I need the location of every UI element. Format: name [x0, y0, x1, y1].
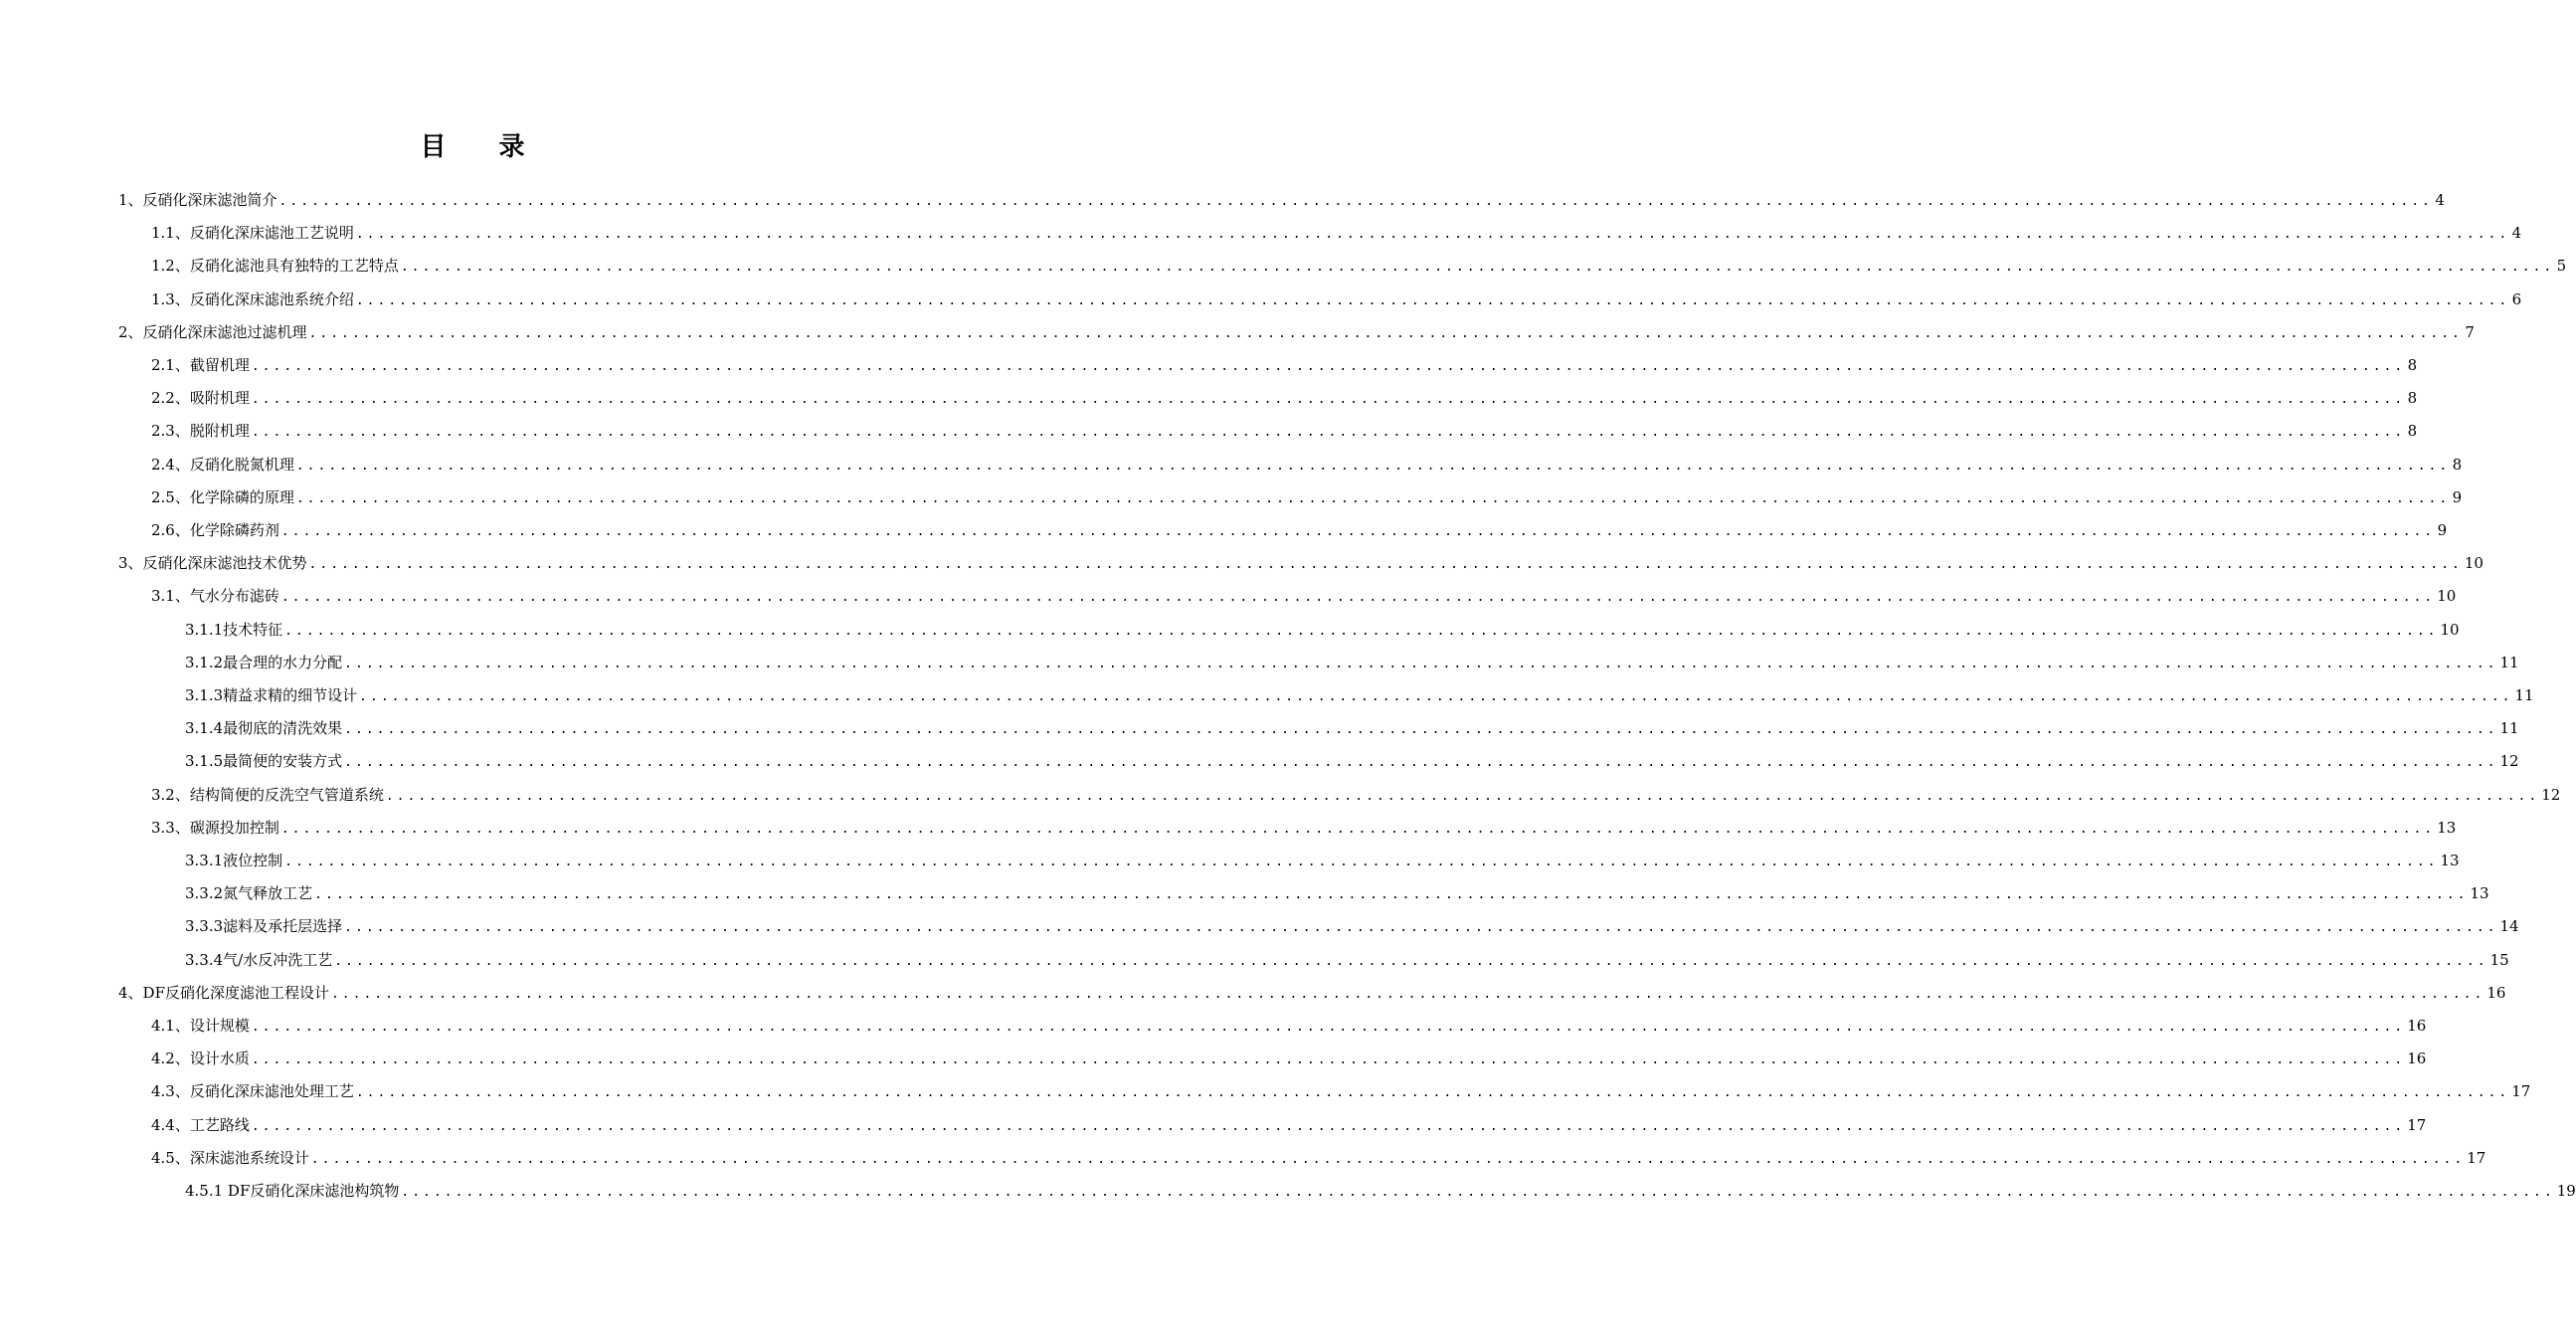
- toc-entry-text: 3.2、结构简便的反洗空气管道系统: [151, 785, 384, 804]
- toc-entry-page-number: 17: [2407, 1115, 2427, 1134]
- page-title: 目 录: [420, 132, 547, 162]
- toc-entry-page-number: 11: [2499, 653, 2519, 671]
- toc-entry-page-number: 8: [2407, 422, 2418, 441]
- toc-dot-leader: ........................................................................................................................................................................................................: [280, 590, 2436, 606]
- toc-entry-text: 3.3、碳源投加控制: [151, 818, 279, 837]
- toc-entry-text: 4.3、反硝化深床滤池处理工艺: [151, 1082, 354, 1101]
- toc-entry-text: 3.3.2氮气释放工艺: [185, 884, 313, 903]
- toc-entry[interactable]: [151, 415, 2418, 448]
- toc-entry[interactable]: [118, 316, 2475, 349]
- toc-entry-text: 2、反硝化深床滤池过滤机理: [118, 322, 307, 341]
- toc-entry-text: 2.1、截留机理: [151, 356, 250, 374]
- toc-entry-text: 4.5.1 DF反硝化深床滤池构筑物: [185, 1182, 400, 1200]
- toc-entry[interactable]: [185, 712, 2519, 745]
- toc-dot-leader: ........................................................................................................................................................................................................: [308, 325, 2463, 341]
- toc-entry-page-number: 13: [2470, 884, 2489, 903]
- toc-entry-page-number: 13: [2437, 818, 2457, 837]
- toc-entry-page-number: 11: [2514, 686, 2534, 704]
- toc-entry-page-number: 9: [2452, 487, 2463, 506]
- toc-dot-leader: ........................................................................................................................................................................................................: [385, 788, 2540, 804]
- toc-entry-page-number: 15: [2489, 950, 2509, 969]
- toc-entry-text: 4.2、设计水质: [151, 1050, 250, 1068]
- toc-entry[interactable]: [118, 184, 2445, 217]
- toc-entry[interactable]: [151, 1010, 2427, 1043]
- toc-entry[interactable]: [151, 779, 2561, 812]
- toc-entry-page-number: 11: [2499, 719, 2519, 738]
- toc-dot-leader: ........................................................................................................................................................................................................: [355, 1085, 2510, 1101]
- toc-dot-leader: ........................................................................................................................................................................................................: [344, 920, 2498, 936]
- toc-entry[interactable]: [185, 944, 2509, 977]
- toc-entry[interactable]: [151, 382, 2418, 415]
- toc-entry-page-number: 7: [2465, 322, 2475, 341]
- toc-dot-leader: ........................................................................................................................................................................................................: [334, 953, 2488, 969]
- toc-entry-page-number: 12: [2499, 752, 2519, 771]
- toc-entry[interactable]: [151, 481, 2463, 514]
- toc-dot-leader: ........................................................................................................................................................................................................: [310, 1151, 2466, 1167]
- toc-dot-leader: ........................................................................................................................................................................................................: [251, 1020, 2406, 1035]
- toc-entry[interactable]: [185, 1175, 2576, 1208]
- toc-entry[interactable]: [151, 1043, 2427, 1075]
- toc-entry[interactable]: [151, 1142, 2486, 1175]
- toc-entry-page-number: 13: [2440, 852, 2460, 869]
- toc-entry[interactable]: [185, 745, 2519, 778]
- toc-dot-leader: ........................................................................................................................................................................................................: [295, 458, 2451, 474]
- toc-entry[interactable]: [185, 679, 2534, 712]
- toc-entry-text: 3.1.3精益求精的细节设计: [185, 686, 358, 704]
- toc-entry-page-number: 8: [2407, 389, 2418, 408]
- toc-entry-text: 2.2、吸附机理: [151, 389, 250, 408]
- toc-entry-page-number: 6: [2511, 289, 2522, 308]
- toc-entry-page-number: 4: [2511, 224, 2522, 243]
- toc-entry-page-number: 16: [2407, 1050, 2427, 1068]
- toc-entry[interactable]: [151, 580, 2457, 613]
- toc-dot-leader: ........................................................................................................................................................................................................: [295, 490, 2451, 506]
- toc-entry-page-number: 19: [2556, 1182, 2576, 1200]
- toc-entry-text: 3.1.4最彻底的清洗效果: [185, 719, 343, 738]
- toc-entry-text: 2.3、脱附机理: [151, 422, 250, 441]
- toc-entry[interactable]: [151, 1109, 2427, 1142]
- toc-entry-text: 3.3.3滤料及承托层选择: [185, 917, 343, 936]
- toc-entry[interactable]: [151, 812, 2457, 845]
- toc-entry-text: 3.3.1液位控制: [185, 852, 283, 869]
- toc-entry-text: 4.4、工艺路线: [151, 1115, 250, 1134]
- toc-entry[interactable]: [185, 877, 2489, 910]
- toc-dot-leader: ........................................................................................................................................................................................................: [355, 227, 2510, 243]
- toc-dot-leader: ........................................................................................................................................................................................................: [280, 524, 2436, 539]
- toc-entry[interactable]: [151, 349, 2418, 382]
- toc-entry-page-number: 14: [2499, 917, 2519, 936]
- toc-entry-page-number: 8: [2407, 356, 2418, 374]
- toc-entry-text: 2.4、反硝化脱氮机理: [151, 455, 294, 474]
- toc-entry-text: 1.2、反硝化滤池具有独特的工艺特点: [151, 257, 399, 276]
- toc-dot-leader: ........................................................................................................................................................................................................: [284, 855, 2439, 869]
- toc-dot-leader: ........................................................................................................................................................................................................: [280, 821, 2436, 837]
- toc-entry[interactable]: [185, 614, 2460, 647]
- toc-entry-text: 3.1、气水分布滤砖: [151, 587, 279, 606]
- toc-dot-leader: ........................................................................................................................................................................................................: [251, 1052, 2406, 1068]
- toc-entry[interactable]: [185, 647, 2519, 679]
- toc-entry-text: 2.6、化学除磷药剂: [151, 521, 279, 539]
- toc-entry-page-number: 10: [2464, 554, 2484, 573]
- toc-dot-leader: ........................................................................................................................................................................................................: [278, 194, 2433, 209]
- toc-dot-leader: ........................................................................................................................................................................................................: [355, 292, 2510, 308]
- toc-dot-leader: ........................................................................................................................................................................................................: [359, 689, 2513, 704]
- toc-dot-leader: ........................................................................................................................................................................................................: [251, 392, 2406, 408]
- toc-entry[interactable]: [151, 250, 2567, 283]
- toc-entry[interactable]: [185, 910, 2519, 943]
- toc-dot-leader: ........................................................................................................................................................................................................: [344, 722, 2498, 738]
- toc-dot-leader: ........................................................................................................................................................................................................: [401, 1185, 2555, 1200]
- toc-dot-leader: ........................................................................................................................................................................................................: [314, 887, 2469, 903]
- toc-entry-text: 4.5、深床滤池系统设计: [151, 1148, 309, 1167]
- toc-entry-text: 3.3.4气/水反冲洗工艺: [185, 950, 333, 969]
- toc-entry-text: 3.1.5最简便的安装方式: [185, 752, 343, 771]
- toc-entry-page-number: 16: [2486, 983, 2506, 1002]
- toc-entry[interactable]: [151, 284, 2522, 316]
- toc-entry-page-number: 10: [2437, 587, 2457, 606]
- toc-entry-text: 1、反硝化深床滤池简介: [118, 191, 277, 209]
- toc-entry-text: 2.5、化学除磷的原理: [151, 487, 294, 506]
- toc-dot-leader: ........................................................................................................................................................................................................: [251, 359, 2406, 374]
- toc-entry[interactable]: [118, 547, 2484, 580]
- toc-entry-page-number: 10: [2440, 620, 2460, 639]
- toc-entry[interactable]: [151, 1075, 2531, 1108]
- toc-entry[interactable]: [151, 217, 2522, 250]
- toc-entry[interactable]: [185, 845, 2460, 877]
- toc-entry-page-number: 8: [2452, 455, 2463, 474]
- toc-entry-text: 3.1.1技术特征: [185, 620, 283, 639]
- toc-entry[interactable]: [151, 449, 2463, 481]
- toc-entry[interactable]: [151, 514, 2448, 547]
- toc-dot-leader: ........................................................................................................................................................................................................: [344, 656, 2498, 671]
- toc-entry-text: 4、DF反硝化深度滤池工程设计: [118, 983, 329, 1002]
- toc-entry-page-number: 17: [2467, 1148, 2486, 1167]
- toc-dot-leader: ........................................................................................................................................................................................................: [344, 755, 2498, 771]
- toc-entry-page-number: 12: [2541, 785, 2561, 804]
- toc-entry-text: 1.1、反硝化深床滤池工艺说明: [151, 224, 354, 243]
- toc-entry-page-number: 9: [2437, 521, 2448, 539]
- toc-entry[interactable]: [118, 977, 2506, 1010]
- toc-dot-leader: ........................................................................................................................................................................................................: [284, 623, 2439, 639]
- toc-entry-text: 4.1、设计规模: [151, 1017, 250, 1035]
- toc-entry-text: 3、反硝化深床滤池技术优势: [118, 554, 307, 573]
- toc-entry-page-number: 16: [2407, 1017, 2427, 1035]
- toc-entry-page-number: 5: [2556, 257, 2567, 276]
- toc-dot-leader: ........................................................................................................................................................................................................: [400, 260, 2555, 276]
- toc-entry-page-number: 17: [2511, 1082, 2531, 1101]
- toc-entry-text: 1.3、反硝化深床滤池系统介绍: [151, 289, 354, 308]
- toc-dot-leader: ........................................................................................................................................................................................................: [308, 557, 2463, 573]
- toc-entry-text: 3.1.2最合理的水力分配: [185, 653, 343, 671]
- toc-dot-leader: ........................................................................................................................................................................................................: [251, 1118, 2406, 1134]
- toc-dot-leader: ........................................................................................................................................................................................................: [330, 986, 2485, 1002]
- toc-dot-leader: ........................................................................................................................................................................................................: [251, 425, 2406, 441]
- toc-entry-page-number: 4: [2435, 191, 2445, 209]
